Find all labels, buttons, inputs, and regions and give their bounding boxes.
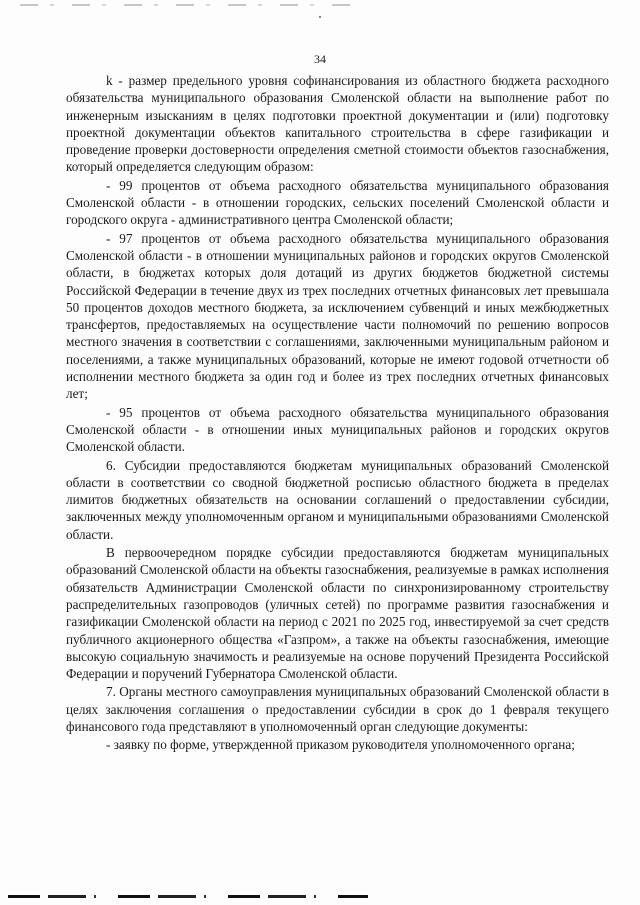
paragraph-k-definition: k - размер предельного уровня софинансирования из областного бюджета расходного обязательства муниципального образования Смоленской области на выполнение работ по инженерным изысканиям в целях подготовки проектной документации и (или) подготовку проектной документации объектов капитального строительства в сфере газификации и проведение проверки достоверности определения сметной стоимости объектов газоснабжения, который определяется следующим образом: (66, 73, 609, 175)
paragraph-priority-order: В первоочередном порядке субсидии предоставляются бюджетам муниципальных образований Смоленской области на объекты газоснабжения, реализуемые в рамках исполнения обязательств Администрации Смоленской области по синхронизированному строительству распределительных газопроводов (уличных сетей) по программе развития газоснабжения и газификации Смоленской области на период с 2021 по 2025 год, инвестируемой за счет средств публичного акционерного общества «Газпром», а также на объекты газоснабжения, имеющие высокую социальную значимость и реализуемые на основе поручений Президента Российской Федерации и поручений Губернатора Смоленской области. (66, 545, 609, 682)
scan-artifact-dot (319, 16, 321, 18)
paragraph-97-percent: - 97 процентов от объема расходного обязательства муниципального образования Смоленской области - в отношении муниципальных районов и городских округов Смоленской области, в бюджетах которых доля дотаций из других бюджетов бюджетной системы Российской Федерации в течение двух из трех последних отчетных финансовых лет превышала 50 процентов доходов местного бюджета, за исключением субвенций и иных межбюджетных трансфертов, предоставляемых на осуществление части полномочий по решению вопросов местного значения в соответствии с соглашениями, заключенными муниципальным районом и поселениями, а также муниципальных образований, которые не имеют годовой отчетности об исполнении местного бюджета за один год и более из трех последних отчетных финансовых лет; (66, 230, 609, 402)
scan-artifact-top (20, 4, 360, 6)
document-body (66, 72, 609, 754)
paragraph-application-form: - заявку по форме, утвержденной приказом руководителя уполномоченного органа; (106, 737, 575, 753)
paragraph-95-percent: - 95 процентов от объема расходного обязательства муниципального образования Смоленской области - в отношении иных муниципальных районов и городских округов Смоленской области. (66, 404, 609, 455)
paragraph-99-percent: - 99 процентов от объема расходного обязательства муниципального образования Смоленской области - в отношении городских, сельских поселений Смоленской области и городского округа - административного центра Смоленской области; (66, 177, 609, 228)
paragraph-6-subsidies: 6. Субсидии предоставляются бюджетам муниципальных образований Смоленской области в соответствии со сводной бюджетной росписью областного бюджета в пределах лимитов бюджетных обязательств на основании соглашений о предоставлении субсидии, заключенных между уполномоченным органом и муниципальными образованиями Смоленской области. (66, 457, 609, 542)
scan-artifact-bottom (8, 895, 368, 898)
page-number: 34 (314, 52, 326, 66)
paragraph-7-documents: 7. Органы местного самоуправления муниципальных образований Смоленской области в целях заключения соглашения о предоставлении субсидии в срок до 1 февраля текущего финансового года представляют в уполномоченный орган следующие документы: (66, 684, 609, 734)
